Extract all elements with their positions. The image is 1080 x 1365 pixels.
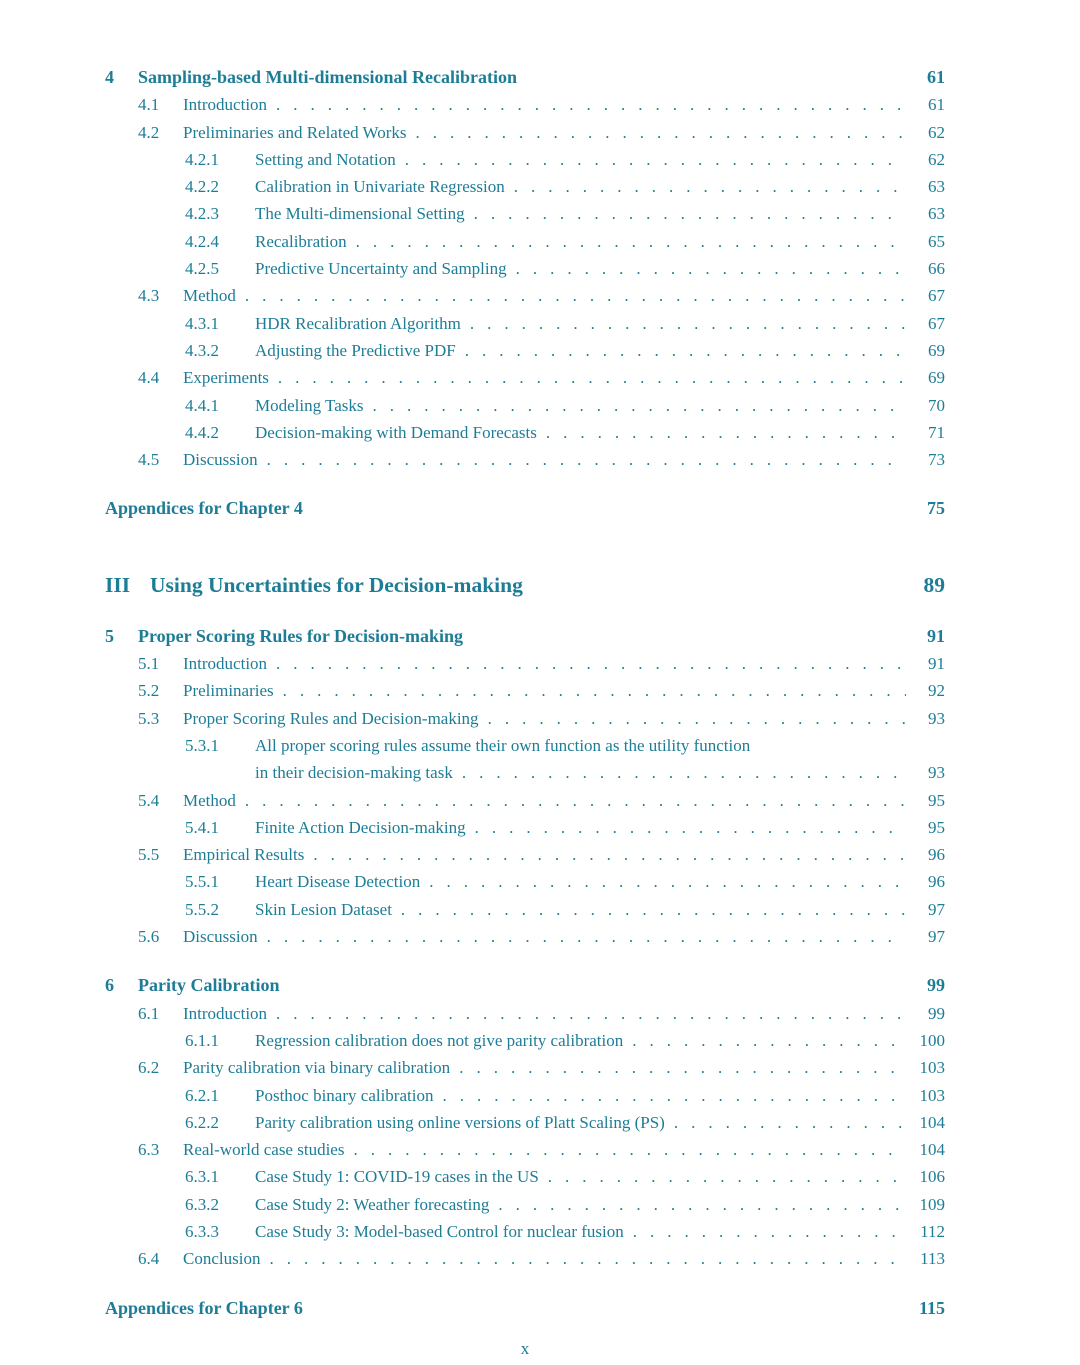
entry-page: 113 [920,1249,945,1269]
dot-leader [461,310,906,337]
entry-number: 6 [105,975,114,996]
dot-leader [479,705,906,732]
entry-page: 61 [927,67,945,87]
page-number: x [520,1339,530,1358]
toc-entry-III[interactable] [105,569,945,601]
dot-leader [517,64,906,91]
entry-title: Skin Lesion Dataset [255,899,392,919]
dot-leader [364,392,906,419]
entry-page: 63 [928,204,945,224]
dot-leader [539,1163,906,1190]
dot-leader [623,1027,906,1054]
entry-number: 6.3.3 [185,1221,219,1241]
entry-number: 4.1 [138,95,160,115]
entry-page: 93 [928,763,945,783]
dot-leader [450,1054,906,1081]
dot-leader [465,200,906,227]
entry-title: Proper Scoring Rules for Decision-making [138,625,463,646]
entry-number: 6.4 [138,1249,160,1269]
entry-title: Method [183,286,236,306]
entry-number: 5.2 [138,681,160,701]
entry-title: Real-world case studies [183,1140,345,1160]
entry-page: 67 [928,286,945,306]
entry-page: 70 [928,395,945,415]
toc-entry[interactable] [105,495,945,522]
entry-title: Finite Action Decision-making [255,817,466,837]
entry-number: 5.4 [138,790,160,810]
entry-number: 5.4.1 [185,817,219,837]
toc-entry-5-1[interactable] [105,650,945,677]
entry-title: Discussion [183,927,258,947]
entry-title: Case Study 3: Model-based Control for nuclear fusion [255,1221,624,1241]
page-footer [105,1339,945,1359]
entry-number: 4.4.1 [185,395,219,415]
toc-entry-4-2-2[interactable] [105,173,945,200]
entry-number: 4.3.2 [185,340,219,360]
entry-page: 69 [928,340,945,360]
entry-page: 99 [928,1003,945,1023]
entry-number: 6.3.1 [185,1167,219,1187]
entry-page: 92 [928,681,945,701]
entry-title: Recalibration [255,231,347,251]
entry-page: 93 [928,708,945,728]
entry-page: 97 [928,899,945,919]
entry-title: Introduction [183,654,268,674]
entry-page: 96 [928,845,945,865]
toc-entry-4-2-4[interactable] [105,228,945,255]
dot-leader [267,91,906,118]
entry-page: 63 [928,177,945,197]
entry-page: 73 [928,450,945,470]
entry-page: 62 [928,149,945,169]
entry-title: Appendices for Chapter 4 [105,498,303,519]
entry-number: 5.3.1 [185,735,219,755]
entry-number: 4.2.4 [185,231,219,251]
toc-entry-6-3-2[interactable] [105,1191,945,1218]
entry-title-continued: in their decision-making task [255,763,453,783]
entry-number: 5.1 [138,654,160,674]
dot-leader [344,1136,906,1163]
toc-entry-4-3-2[interactable] [105,337,945,364]
entry-number: 6.1 [138,1003,160,1023]
dot-leader [280,972,907,999]
entry-title: Experiments [183,368,269,388]
entry-title: HDR Recalibration Algorithm [255,313,461,333]
dot-leader [433,1082,906,1109]
entry-title: Preliminaries and Related Works [183,122,407,142]
entry-number: 6.3 [138,1140,160,1160]
entry-title: Decision-making with Demand Forecasts [255,422,537,442]
entry-title: Discussion [183,450,258,470]
toc-entry-5-6[interactable] [105,923,945,950]
entry-number: 6.2 [138,1058,160,1078]
entry-number: 4.5 [138,450,160,470]
entry-number: 5 [105,625,114,646]
entry-page: 106 [919,1167,945,1187]
entry-page: 67 [928,313,945,333]
entry-title: Sampling-based Multi-dimensional Recalibration [138,67,518,87]
entry-number: 4.4 [138,368,160,388]
entry-title: Proper Scoring Rules and Decision-making [183,708,479,728]
entry-number: 4.3.1 [185,313,219,333]
entry-title: The Multi-dimensional Setting [255,204,465,224]
dot-leader [269,364,906,391]
entry-title: Case Study 2: Weather forecasting [255,1194,490,1214]
dot-leader [258,923,906,950]
dot-leader [456,337,906,364]
dot-leader [236,282,906,309]
dot-leader [407,119,906,146]
entry-title: Parity calibration using online versions of Platt Scaling (PS) [255,1112,665,1132]
toc-entry-6-2-1[interactable] [105,1082,945,1109]
dot-leader [453,759,906,786]
toc-entry-6-1[interactable] [105,1000,945,1027]
toc-entry-6-2[interactable] [105,1054,945,1081]
dot-leader [260,1245,906,1272]
table-of-contents [105,64,945,1322]
toc-entry-6-1-1[interactable] [105,1027,945,1054]
dot-leader [505,173,906,200]
entry-title: Conclusion [183,1249,261,1269]
entry-page: 96 [928,872,945,892]
entry-title: Method [183,790,236,810]
toc-entry-6-3[interactable] [105,1136,945,1163]
toc-entry-4-4-2[interactable] [105,419,945,446]
entry-title: Introduction [183,95,268,115]
toc-entry-4-3-1[interactable] [105,310,945,337]
entry-number: 4.3 [138,286,160,306]
toc-entry-5[interactable] [105,623,945,650]
entry-body [255,732,945,787]
entry-number: 6.3.2 [185,1194,219,1214]
toc-entry-4-4-1[interactable] [105,392,945,419]
entry-page: 91 [927,625,945,646]
entry-number: 4.2 [138,122,160,142]
toc-entry-5-5-2[interactable] [105,896,945,923]
entry-page: 112 [920,1221,945,1241]
dot-leader [303,1295,906,1322]
toc-entry-5-2[interactable] [105,677,945,704]
dot-leader [396,146,906,173]
entry-number: 5.5.2 [185,899,219,919]
toc-entry-6[interactable] [105,972,945,999]
toc-entry-4[interactable] [105,64,945,91]
entry-page: 62 [928,122,945,142]
entry-page: 109 [919,1194,945,1214]
toc-entry-4-2-3[interactable] [105,200,945,227]
entry-title: Parity calibration via binary calibration [183,1058,451,1078]
entry-page: 69 [928,368,945,388]
entry-number: 4.2.3 [185,204,219,224]
entry-title: Predictive Uncertainty and Sampling [255,259,507,279]
entry-page: 104 [919,1140,945,1160]
entry-page: 61 [928,95,945,115]
toc-entry-5-3[interactable] [105,705,945,732]
toc-entry-5-5[interactable] [105,841,945,868]
entry-title: Modeling Tasks [255,395,364,415]
toc-entry-5-5-1[interactable] [105,868,945,895]
dot-leader [420,868,906,895]
entry-page: 104 [919,1112,945,1132]
entry-page: 103 [919,1058,945,1078]
entry-page: 71 [928,422,945,442]
entry-title: Posthoc binary calibration [255,1085,434,1105]
entry-number: 4.2.5 [185,259,219,279]
entry-title: Preliminaries [183,681,274,701]
entry-number: 6.2.1 [185,1085,219,1105]
entry-title: Empirical Results [183,845,305,865]
dot-leader [466,814,906,841]
entry-number: 6.2.2 [185,1112,219,1132]
entry-title: Parity Calibration [138,975,280,996]
dot-leader [347,228,906,255]
entry-page: 75 [927,498,945,519]
dot-leader [624,1218,906,1245]
toc-entry-4-2-1[interactable] [105,146,945,173]
entry-page: 103 [919,1085,945,1105]
dot-leader [267,1000,906,1027]
entry-number: 5.3 [138,708,160,728]
dot-leader [523,569,906,601]
entry-page: 100 [919,1030,945,1050]
entry-title: Calibration in Univariate Regression [255,177,505,197]
dot-leader [489,1191,906,1218]
dot-leader [304,841,906,868]
entry-title: Adjusting the Predictive PDF [255,340,456,360]
dot-leader [258,446,906,473]
entry-title: Using Uncertainties for Decision-making [150,572,523,597]
entry-number: 5.6 [138,927,160,947]
toc-entry[interactable] [105,1295,945,1322]
toc-entry-5-3-1[interactable] [105,732,945,787]
entry-number: 4.2.2 [185,177,219,197]
entry-number: 6.1.1 [185,1030,219,1050]
entry-title: Appendices for Chapter 6 [105,1297,303,1318]
entry-page: 97 [928,927,945,947]
entry-number: 5.5.1 [185,872,219,892]
toc-entry-4-2-5[interactable] [105,255,945,282]
dot-leader [274,677,906,704]
entry-page: 91 [928,654,945,674]
toc-entry-4-1[interactable] [105,91,945,118]
toc-entry-6-3-1[interactable] [105,1163,945,1190]
dot-leader [236,787,906,814]
toc-entry-6-3-3[interactable] [105,1218,945,1245]
entry-title: Case Study 1: COVID-19 cases in the US [255,1167,539,1187]
toc-entry-5-4-1[interactable] [105,814,945,841]
entry-title: Introduction [183,1003,268,1023]
toc-entry-4-5[interactable] [105,446,945,473]
entry-title: Heart Disease Detection [255,872,421,892]
entry-page: 65 [928,231,945,251]
entry-number: 4 [105,67,114,87]
dot-leader [303,495,906,522]
entry-title: Setting and Notation [255,149,396,169]
dot-leader [392,896,906,923]
toc-entry-4-2[interactable] [105,119,945,146]
entry-title: All proper scoring rules assume their own function as the utility function [255,735,751,755]
entry-title-continuation-line [255,759,945,786]
toc-entry-6-2-2[interactable] [105,1109,945,1136]
toc-entry-4-3[interactable] [105,282,945,309]
dot-leader [267,650,906,677]
dot-leader [537,419,906,446]
entry-number: 4.2.1 [185,149,219,169]
entry-page: 95 [928,817,945,837]
toc-entry-4-4[interactable] [105,364,945,391]
dot-leader [507,255,906,282]
entry-number: 4.4.2 [185,422,219,442]
entry-page: 115 [918,1297,945,1318]
entry-page: 99 [927,975,945,996]
entry-page: 66 [928,259,945,279]
toc-entry-5-4[interactable] [105,787,945,814]
dot-leader [665,1109,906,1136]
entry-number: III [105,572,131,597]
toc-entry-6-4[interactable] [105,1245,945,1272]
entry-page: 95 [928,790,945,810]
entry-page: 89 [923,572,945,597]
entry-number: 5.5 [138,845,160,865]
entry-title: Regression calibration does not give parity calibration [255,1030,624,1050]
dot-leader [463,623,906,650]
